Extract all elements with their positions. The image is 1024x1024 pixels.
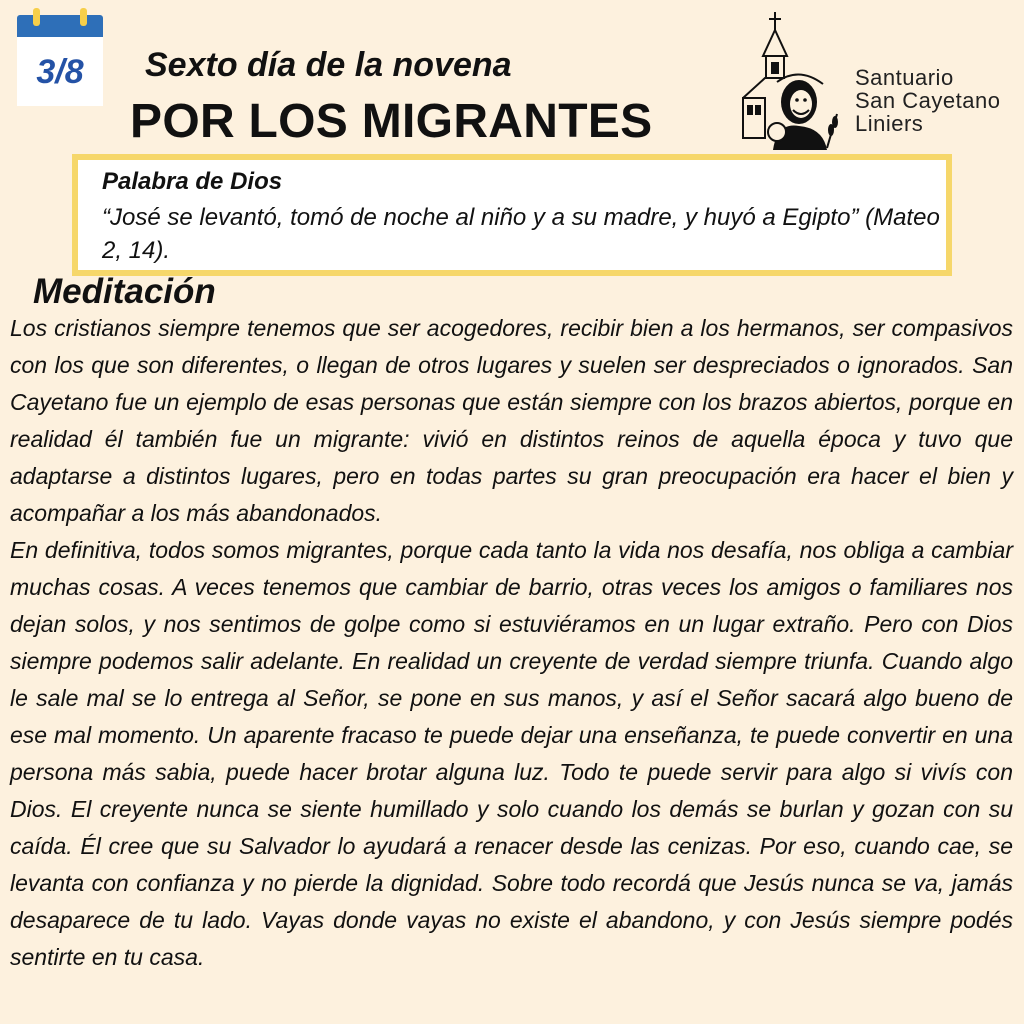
day-counter: 3/8 [36,53,84,91]
scripture-text: “José se levantó, tomó de noche al niño y a su madre, y huyó a Egipto” (Mateo 2, 14). [102,204,940,264]
scripture-heading: Palabra de Dios [102,168,283,195]
meditation-body [10,310,1013,976]
calendar-header [17,15,103,37]
calendar-ring [33,8,40,26]
paragraph: Los cristianos siempre tenemos que ser acogedores, recibir bien a los hermanos, ser compasivos con los que son diferentes, o llegan de otros lugares y suelen ser despreciados o ignorados. San Cayetano fue un ejemplo de esas personas que están siempre con los brazos abiertos, porque en realidad él también fue un migrante: vivió en distintos reinos de aquella época y tuvo que adaptarse a distintos lugares, pero en todas partes su gran preocupación era hacer el bien y acompañar a los más abandonados. [10,315,1013,526]
logo-line: San Cayetano [855,88,1001,113]
logo-line: Santuario [855,65,954,90]
page-subtitle: Sexto día de la novena [145,46,512,84]
logo-line: Liniers [855,111,924,136]
page-title: POR LOS MIGRANTES [130,95,653,148]
church-logo [733,10,843,152]
section-heading: Meditación [33,272,216,311]
paragraph: En definitiva, todos somos migrantes, porque cada tanto la vida nos desafía, nos obliga a cambiar muchas cosas. A veces tenemos que cambiar de barrio, otras veces los amigos o familiares nos dejan solos, y nos sentimos de golpe como si estuviéramos en un lugar extraño. Pero con Dios siempre podemos salir adelante. En realidad un creyente de verdad siempre triunfa. Cuando algo le sale mal se lo entrega al Señor, se pone en sus manos, y así el Señor sacará algo bueno de ese mal momento. Un aparente fracaso te puede dejar una enseñanza, te puede convertir en una persona más sabia, puede hacer brotar alguna luz. Todo te puede servir para algo si vivís con Dios. El creyente nunca se siente humillado y solo cuando los demás se burlan y gozan con su caída. Él cree que su Salvador lo ayudará a renacer desde las cenizas. Por eso, cuando cae, se levanta con confianza y no pierde la dignidad. Sobre todo recordá que Jesús nunca se va, jamás desaparece de tu lado. Vayas donde vayas no existe el abandono, y con Jesús siempre podés sentirte en tu casa. [10,537,1013,970]
scripture-box [72,154,952,276]
calendar-ring [80,8,87,26]
calendar-icon [17,8,103,98]
logo-text [855,66,1000,135]
